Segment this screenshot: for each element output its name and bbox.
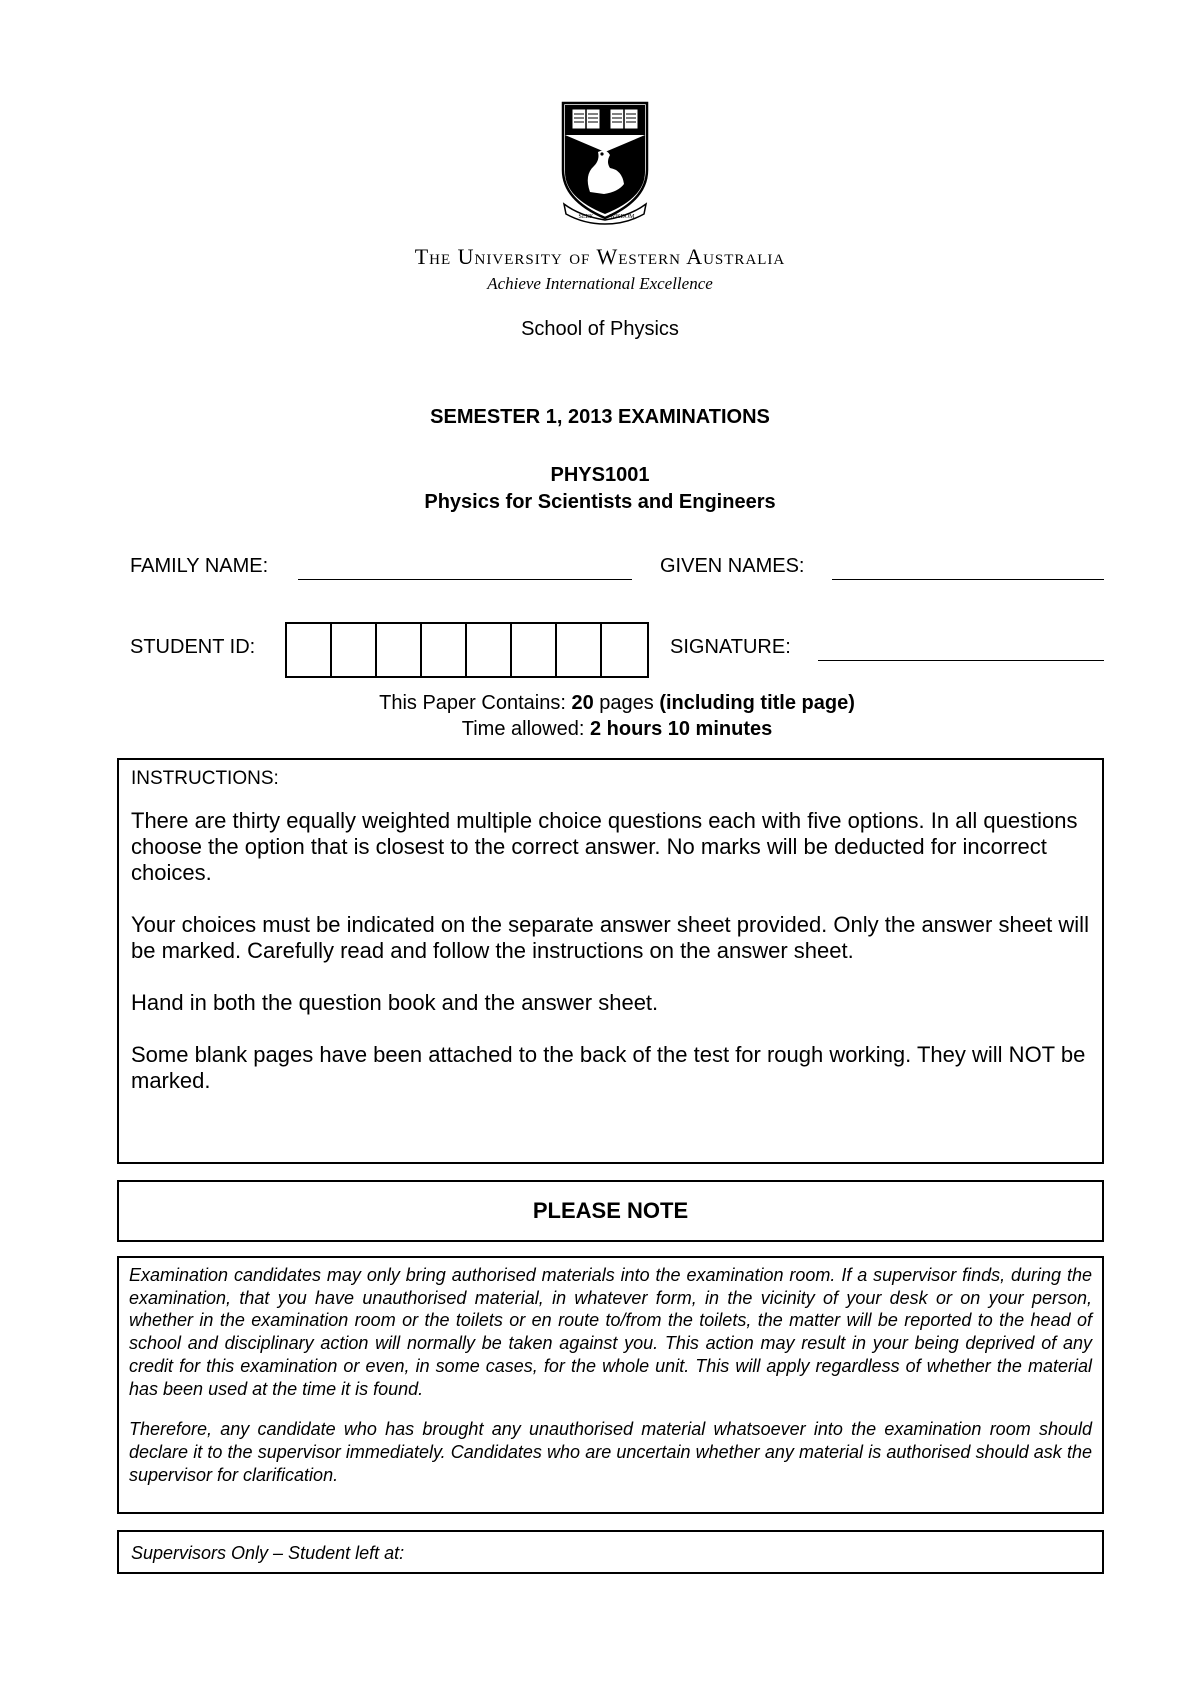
crest-motto-left: SEEK	[578, 214, 594, 220]
university-crest-logo	[560, 100, 650, 225]
please-note-box	[117, 1256, 1104, 1514]
university-name: The University of Western Australia	[414, 244, 786, 269]
instructions-heading: INSTRUCTIONS:	[131, 768, 279, 789]
student-id-digit-box[interactable]	[287, 624, 332, 676]
family-name-label: FAMILY NAME:	[130, 555, 269, 577]
given-names-field[interactable]	[832, 579, 1104, 580]
page-count: 20	[571, 692, 594, 714]
exam-semester: SEMESTER 1, 2013 EXAMINATIONS	[430, 406, 770, 428]
instructions-box	[117, 758, 1104, 1164]
instruction-paragraph: Hand in both the question book and the answer sheet.	[131, 990, 659, 1015]
instruction-paragraph: There are thirty equally weighted multiple choice questions each with five options. In all questions choose the option that is closest to the correct answer. No marks will be deducted for incorrect choices.	[131, 808, 1078, 885]
time-allowed: Time allowed: 2 hours 10 minutes	[461, 718, 773, 740]
school-name: School of Physics	[521, 318, 679, 340]
family-name-field[interactable]	[298, 579, 632, 580]
time-allowed-value: 2 hours 10 minutes	[589, 718, 773, 740]
crest-motto-right: WISDOM	[609, 214, 635, 220]
please-note-heading: PLEASE NOTE	[117, 1180, 1104, 1242]
student-id-boxes	[285, 622, 649, 678]
student-id-label: STUDENT ID:	[130, 636, 256, 658]
unit-title: Physics for Scientists and Engineers	[424, 491, 776, 513]
student-id-digit-box[interactable]	[602, 624, 647, 676]
given-names-label: GIVEN NAMES:	[660, 555, 805, 577]
supervisor-box: Supervisors Only – Student left at:	[117, 1530, 1104, 1574]
student-id-digit-box[interactable]	[332, 624, 377, 676]
signature-field[interactable]	[818, 660, 1104, 661]
instruction-paragraph: Some blank pages have been attached to the back of the test for rough working. They will NOT be marked.	[131, 1042, 1086, 1093]
paper-contains: This Paper Contains: 20 pages (including title page)	[379, 692, 855, 714]
including-title-page: (including title page)	[659, 692, 855, 714]
university-tagline: Achieve International Excellence	[487, 274, 713, 293]
instruction-paragraph: Your choices must be indicated on the separate answer sheet provided. Only the answer sheet will be marked. Carefully read and follow the instructions on the answer sheet.	[131, 912, 1089, 963]
note-paragraph: Therefore, any candidate who has brought any unauthorised material whatsoever into the examination room should declare it to the supervisor immediately. Candidates who are uncertain whether any material is authorised should ask the supervisor for clarification.	[129, 1419, 1092, 1485]
note-paragraph: Examination candidates may only bring authorised materials into the examination room. If a supervisor finds, during the examination, that you have unauthorised material, in whatever form, in the vicinity of your desk or on your person, whether in the examination room or the toilets or en route to/from the toilets, the matter will be reported to the head of school and disciplinary action will normally be taken against you. This action may result in your being deprived of any credit for this examination or even, in some cases, for the whole unit. This will apply regardless of whether the material has been used at the time it is found.	[129, 1265, 1092, 1399]
student-id-digit-box[interactable]	[557, 624, 602, 676]
student-id-digit-box[interactable]	[512, 624, 557, 676]
student-id-digit-box[interactable]	[377, 624, 422, 676]
student-id-digit-box[interactable]	[422, 624, 467, 676]
student-id-digit-box[interactable]	[467, 624, 512, 676]
unit-code: PHYS1001	[550, 464, 650, 486]
signature-label: SIGNATURE:	[670, 636, 791, 658]
